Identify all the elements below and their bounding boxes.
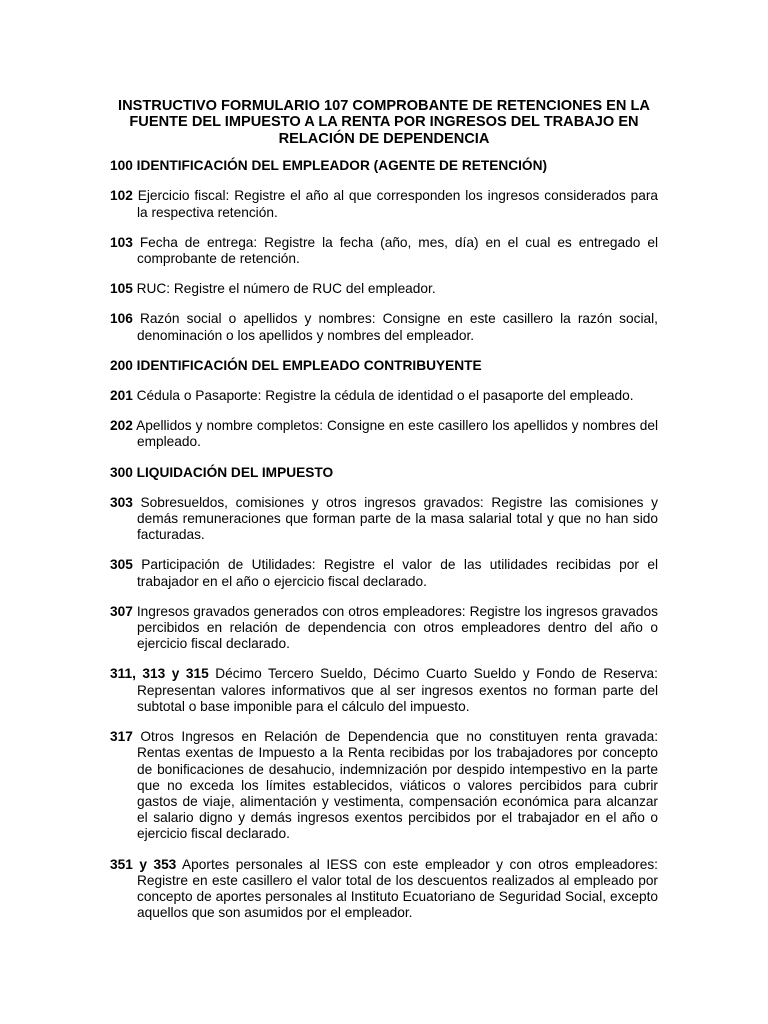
entry-311-313-315	[110, 666, 658, 715]
field-code: 311, 313 y 315	[110, 666, 209, 682]
field-code: 202	[110, 418, 133, 434]
field-code: 102	[110, 188, 133, 204]
field-description: Participación de Utilidades: Registre el valor de las utilidades recibidas por el trabajador en el año o ejercicio fiscal declarado.	[137, 557, 658, 589]
entry-105	[110, 281, 658, 297]
field-description: RUC: Registre el número de RUC del empleador.	[136, 281, 436, 297]
document-page	[110, 98, 658, 935]
field-description: Ingresos gravados generados con otros empleadores: Registre los ingresos gravados percibidos en relación de dependencia con otros empleadores dentro del año o ejercicio fiscal declarado.	[136, 603, 658, 652]
field-code: 305	[110, 557, 133, 573]
field-code: 317	[110, 729, 133, 745]
field-description: Sobresueldos, comisiones y otros ingresos gravados: Registre las comisiones y demás remuneraciones que forman parte de la masa salarial total y que no han sido facturadas.	[137, 494, 658, 543]
entry-102	[110, 188, 658, 220]
entry-202	[110, 418, 658, 450]
entry-303	[110, 495, 658, 544]
entry-103	[110, 235, 658, 267]
field-description: Ejercicio fiscal: Registre el año al que corresponden los ingresos considerados para la respectiva retención.	[137, 188, 658, 220]
field-code: 105	[110, 281, 133, 297]
entry-351-353	[110, 857, 658, 922]
field-code: 351 y 353	[110, 856, 177, 872]
field-description: Décimo Tercero Sueldo, Décimo Cuarto Sueldo y Fondo de Reserva: Representan valores informativos que al ser ingresos exentos no forman parte del subtotal o base imponible para el cálculo del impuesto.	[137, 666, 658, 714]
field-description: Cédula o Pasaporte: Registre la cédula de identidad o el pasaporte del empleado.	[136, 388, 634, 404]
document-title: INSTRUCTIVO FORMULARIO 107 COMPROBANTE DE RETENCIONES EN LA FUENTE DEL IMPUESTO A LA RENTA POR INGRESOS DEL TRABAJO EN RELACIÓN DE DEPENDENCIA	[118, 98, 650, 147]
entry-106	[110, 311, 658, 343]
field-code: 201	[110, 388, 133, 404]
field-description: Fecha de entrega: Registre la fecha (año, mes, día) en el cual es entregado el comprobante de retención.	[137, 234, 658, 267]
field-code: 103	[110, 234, 133, 250]
field-description: Otros Ingresos en Relación de Dependencia que no constituyen renta gravada: Rentas exentas de Impuesto a la Renta recibidas por los trabajadores por concepto de bonificaciones de desahucio, indemnización por despido intempestivo en la parte que no exceda los límites establecidos, viáticos o valores percibidos para cubrir gastos de viaje, alimentación y vestimenta, compensación económica para alcanzar el salario digno y demás ingresos exentos percibidos por el trabajador en el año o ejercicio fiscal declarado.	[137, 729, 658, 842]
field-description: Aportes personales al IESS con este empleador y con otros empleadores: Registre en este casillero el valor total de los descuentos realizados al empleado por concepto de aportes personales al Instituto Ecuatoriano de Seguridad Social, excepto aquellos que son asumidos por el empleador.	[137, 856, 658, 921]
section-heading-100: 100 IDENTIFICACIÓN DEL EMPLEADOR (AGENTE DE RETENCIÓN)	[110, 158, 548, 174]
entry-201	[110, 388, 658, 404]
entry-317	[110, 729, 658, 842]
entry-305	[110, 557, 658, 589]
section-heading-200: 200 IDENTIFICACIÓN DEL EMPLEADO CONTRIBUYENTE	[110, 357, 482, 373]
field-code: 303	[110, 494, 133, 510]
entry-307	[110, 604, 658, 653]
field-code: 106	[110, 311, 133, 327]
field-description: Apellidos y nombre completos: Consigne en este casillero los apellidos y nombres del empleado.	[136, 418, 658, 450]
field-code: 307	[110, 603, 133, 619]
section-heading-300: 300 LIQUIDACIÓN DEL IMPUESTO	[110, 464, 334, 480]
field-description: Razón social o apellidos y nombres: Consigne en este casillero la razón social, denominación o los apellidos y nombres del empleador.	[137, 311, 658, 343]
